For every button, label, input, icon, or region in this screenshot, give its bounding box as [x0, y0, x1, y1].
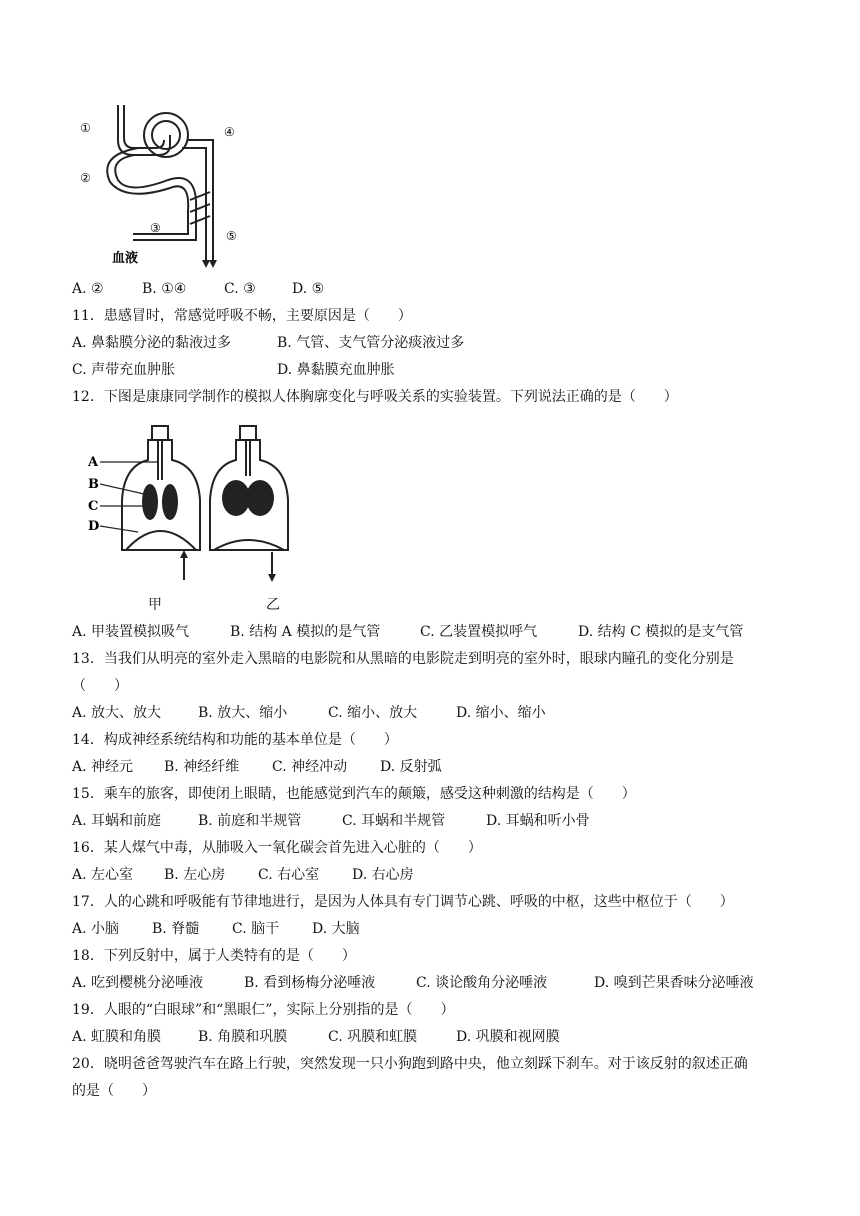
q14-option-a: A. 神经元 [72, 759, 134, 775]
q14-option-d: D. 反射弧 [380, 759, 442, 775]
q11-option-b: B. 气管、支气管分泌痰液过多 [277, 335, 465, 351]
q14-options [72, 757, 442, 777]
q11-option-d: D. 鼻黏膜充血肿胀 [277, 362, 395, 378]
label-2: ② [80, 171, 91, 185]
q12-stem: 12．下图是康康同学制作的模拟人体胸廓变化与呼吸关系的实验装置。下列说法正确的是（ ） [72, 389, 678, 405]
q17-option-c: C. 脑干 [232, 921, 280, 937]
q17-option-b: B. 脊髓 [152, 921, 200, 937]
q13-option-b: B. 放大、缩小 [198, 705, 288, 721]
lung-model-figure [88, 420, 308, 585]
q17-stem: 17．人的心跳和呼吸能有节律地进行，是因为人体具有专门调节心跳、呼吸的中枢，这些中枢位于（ ） [72, 894, 734, 910]
q13-option-d: D. 缩小、缩小 [456, 705, 546, 721]
q10-option-a: A. ② [72, 281, 104, 297]
q19-option-d: D. 巩膜和视网膜 [456, 1029, 560, 1045]
q13-option-a: A. 放大、放大 [72, 705, 162, 721]
q12-option-a: A. 甲装置模拟吸气 [72, 624, 190, 640]
label-1: ① [80, 121, 91, 135]
label-d: D [88, 519, 100, 534]
blood-label: 血液 [112, 251, 139, 266]
q17-option-d: D. 大脑 [312, 921, 360, 937]
q13-stem-cont: （ ） [72, 678, 128, 694]
q15-option-d: D. 耳蜗和听小骨 [486, 813, 590, 829]
nephron-figure [78, 100, 248, 270]
q14-option-b: B. 神经纤维 [164, 759, 240, 775]
q15-option-a: A. 耳蜗和前庭 [72, 813, 162, 829]
q19-option-c: C. 巩膜和虹膜 [328, 1029, 418, 1045]
q20-stem-cont: 的是（ ） [72, 1083, 156, 1099]
label-b: B [88, 477, 99, 492]
label-3: ③ [150, 221, 161, 235]
q15-option-c: C. 耳蜗和半规管 [342, 813, 446, 829]
q15-options [72, 811, 590, 831]
q14-stem: 14．构成神经系统结构和功能的基本单位是（ ） [72, 732, 398, 748]
q17-options [72, 919, 360, 939]
q13-options [72, 703, 546, 723]
q11-option-c: C. 声带充血肿胀 [72, 362, 176, 378]
q17-option-a: A. 小脑 [72, 921, 120, 937]
q19-option-b: B. 角膜和巩膜 [198, 1029, 288, 1045]
q19-option-a: A. 虹膜和角膜 [72, 1029, 162, 1045]
q10-options [72, 279, 324, 299]
q19-stem: 19．人眼的“白眼球”和“黑眼仁”，实际上分别指的是（ ） [72, 1002, 455, 1018]
caption-left: 甲 [148, 597, 162, 613]
q11-options-row2 [72, 360, 395, 380]
q11-option-a: A. 鼻黏膜分泌的黏液过多 [72, 335, 232, 351]
label-4: ④ [224, 125, 235, 139]
q11-stem: 11．患感冒时，常感觉呼吸不畅，主要原因是（ ） [72, 308, 412, 324]
q20-stem: 20．晓明爸爸驾驶汽车在路上行驶，突然发现一只小狗跑到路中央，他立刻踩下刹车。对于该反射的叙述正确 [72, 1056, 748, 1072]
q16-option-d: D. 右心房 [352, 867, 414, 883]
q19-options [72, 1027, 560, 1047]
label-a: A [88, 455, 99, 470]
q16-stem: 16．某人煤气中毒，从肺吸入一氧化碳会首先进入心脏的（ ） [72, 840, 482, 856]
q11-options-row1 [72, 333, 464, 353]
q10-option-b: B. ①④ [142, 281, 187, 297]
q14-option-c: C. 神经冲动 [272, 759, 348, 775]
q10-option-d: D. ⑤ [292, 281, 325, 297]
q16-option-c: C. 右心室 [258, 867, 320, 883]
q16-option-a: A. 左心室 [72, 867, 134, 883]
q10-option-c: C. ③ [224, 281, 256, 297]
q18-option-b: B. 看到杨梅分泌唾液 [244, 975, 376, 991]
q12-option-c: C. 乙装置模拟呼气 [420, 624, 538, 640]
q18-options [72, 973, 754, 993]
q12-option-d: D. 结构 C 模拟的是支气管 [578, 624, 744, 640]
caption-right: 乙 [266, 597, 280, 613]
q15-option-b: B. 前庭和半规管 [198, 813, 302, 829]
q15-stem: 15．乘车的旅客，即使闭上眼睛，也能感觉到汽车的颠簸，感受这种刺激的结构是（ ） [72, 786, 636, 802]
q18-option-c: C. 谈论酸角分泌唾液 [416, 975, 548, 991]
q18-option-a: A. 吃到樱桃分泌唾液 [72, 975, 204, 991]
q16-option-b: B. 左心房 [164, 867, 226, 883]
q12-options [72, 622, 743, 642]
label-5: ⑤ [226, 229, 237, 243]
label-c: C [88, 499, 99, 514]
q12-option-b: B. 结构 A 模拟的是气管 [230, 624, 381, 640]
q13-stem: 13．当我们从明亮的室外走入黑暗的电影院和从黑暗的电影院走到明亮的室外时，眼球内瞳孔的变化分别是 [72, 651, 734, 667]
q18-stem: 18．下列反射中，属于人类特有的是（ ） [72, 948, 356, 964]
q16-options [72, 865, 414, 885]
q13-option-c: C. 缩小、放大 [328, 705, 418, 721]
q18-option-d: D. 嗅到芒果香味分泌唾液 [594, 975, 754, 991]
